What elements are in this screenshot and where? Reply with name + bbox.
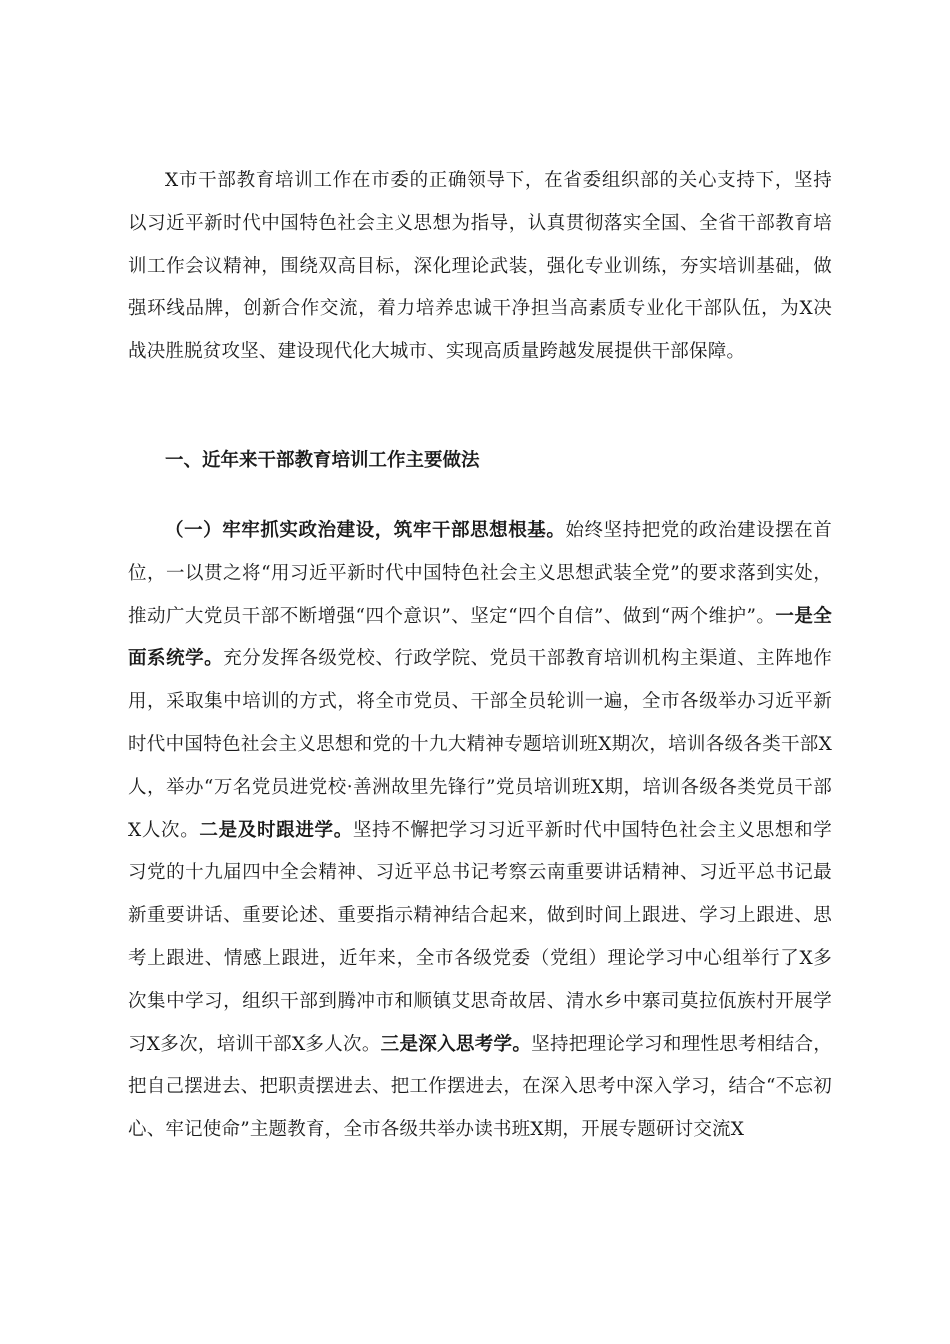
document-page — [128, 160, 832, 1152]
body-text: 坚持不懈把学习习近平新时代中国特色社会主义思想和学习党的十九届四中全会精神、习近平总书记考察云南重要讲话精神、习近平总书记最新重要讲话、重要论述、重要指示精神结合起来，做到时间上跟进、学习上跟进、思考上跟进、情感上跟进，近年来，全市各级党委（党组）理论学习中心组举行了X多次集中学习，组织干部到腾冲市和顺镇艾思奇故居、清水乡中寨司莫拉佤族村开展学习X多次，培训干部X多人次。 — [128, 819, 832, 1055]
point-heading-3: 三是深入思考学。 — [380, 1033, 532, 1055]
intro-paragraph — [128, 160, 832, 416]
body-paragraph — [128, 510, 832, 1152]
intro-text: X市干部教育培训工作在市委的正确领导下，在省委组织部的关心支持下，坚持以习近平新时代中国特色社会主义思想为指导，认真贯彻落实全国、全省干部教育培训工作会议精神，围绕双高目标，深化理论武装，强化专业训练，夯实培训基础，做强环线品牌，创新合作交流，着力培养忠诚干净担当高素质专业化干部队伍，为X决战决胜脱贫攻坚、建设现代化大城市、实现高质量跨越发展提供干部保障。 — [128, 170, 832, 363]
body-text: 始终坚持把党的政治建设摆在首位，一以贯之将“用习近平新时代中国特色社会主义思想武装全党”的要求落到实处，推动广大党员干部不断增强“四个意识”、坚定“四个自信”、做到“两个维护”。 — [128, 520, 832, 627]
point-heading-1: 一是全面系统学。 — [128, 605, 832, 670]
body-text: 充分发挥各级党校、行政学院、党员干部教育培训机构主渠道、主阵地作用，采取集中培训的方式，将全市党员、干部全员轮训一遍，全市各级举办习近平新时代中国特色社会主义思想和党的十九大精神专题培训班X期次，培训各级各类干部X人，举办“万名党员进党校·善洲故里先锋行”党员培训班X期，培训各级各类党员干部X人次。 — [128, 648, 832, 841]
subsection-lead: （一）牢牢抓实政治建设，筑牢干部思想根基。 — [165, 520, 566, 541]
point-heading-2: 二是及时跟进学。 — [199, 819, 353, 841]
body-text: 坚持把理论学习和理性思考相结合，把自己摆进去、把职责摆进去、把工作摆进去，在深入思考中深入学习，结合“不忘初心、牢记使命”主题教育，全市各级共举办读书班X期，开展专题研讨交流X — [128, 1033, 832, 1141]
section-heading: 一、近年来干部教育培训工作主要做法 — [165, 450, 480, 471]
